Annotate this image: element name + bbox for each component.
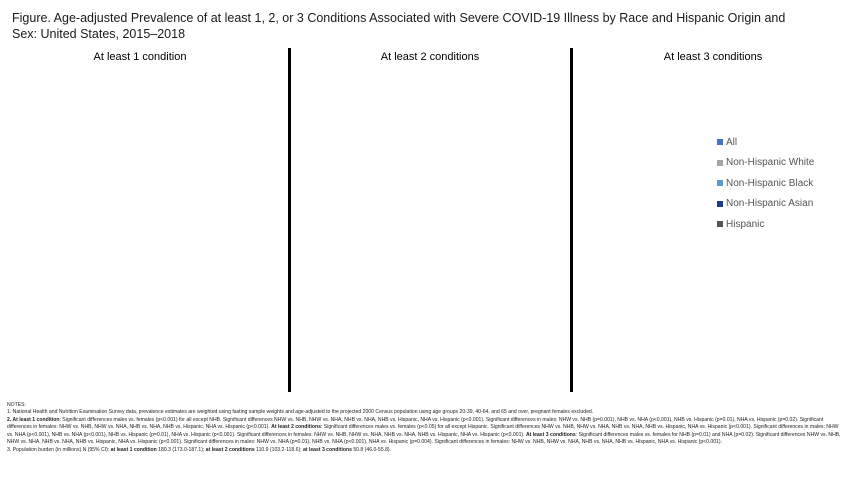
panel-divider-right	[570, 48, 573, 392]
legend-label-non-hispanic-white: Non-Hispanic White	[726, 157, 815, 169]
note-3-text-c: 110.9 (103.2-118.6);	[254, 446, 303, 453]
figure-title: Figure. Age-adjusted Prevalence of at least 1, 2, or 3 Conditions Associated with Severe COVID-19 Illness by Race and Hispanic Origin and Sex: United States, 2015–2018	[12, 11, 786, 41]
legend-item-all	[717, 132, 814, 153]
note-3-text-b: 180.3 (173.0-187.1);	[156, 446, 206, 453]
note-2-text-a: : Significant differences males vs. females (p<0.001) for all except NHB. Significant differences NHW vs. NHB, NHW vs. NHA, NHB vs. NHA, NHB vs. Hispanic, NHA vs. Hispanic (p<0.001). Significant differences in males: NHW vs. NHB (p=0.001), NHB vs. NHA (p<0.001), NHB vs. Hispanic (p=0.01), NHA vs. Hispanic (p=0.02). Significant differences in females: NHW vs. NHB, NHW vs. NHA, NHB vs. NHA, NHB vs. Hispanic, NHA vs. Hispanic (p<0.001).	[7, 416, 824, 431]
legend-label-non-hispanic-black: Non-Hispanic Black	[726, 177, 814, 189]
note-3-lead-b: at least 1 condition	[110, 446, 157, 453]
legend-label-non-hispanic-asian: Non-Hispanic Asian	[726, 198, 814, 210]
legend-item-non-hispanic-black	[717, 173, 814, 194]
notes	[7, 402, 845, 454]
legend-swatch-hispanic	[717, 221, 723, 227]
legend-swatch-all	[717, 139, 723, 145]
note-2-lead-c: At least 3 conditions	[525, 431, 576, 438]
legend-swatch-non-hispanic-white	[717, 160, 723, 166]
panel-title-3: At least 3 conditions	[663, 51, 763, 63]
legend-label-hispanic: Hispanic	[726, 218, 765, 230]
note-1: 1. National Health and Nutrition Examination Survey data, prevalence estimates are weighted using fasting sample weights and age-adjusted to the projected 2000 Census population using age groups 20-39, 40-64, and 65 and over, pregnant females excluded.	[7, 409, 594, 416]
legend-swatch-non-hispanic-asian	[717, 201, 723, 207]
note-2	[7, 417, 845, 447]
note-3-lead-c: at least 2 conditions	[205, 446, 255, 453]
panel-title-2: At least 2 conditions	[380, 51, 480, 63]
note-2-text-c: : Significant differences males vs. females for NHB (p=0.01) and NHA (p=0.02). Significant differences NHW vs. NHB, NHW vs. NHA, NHB vs. NHA, NHB vs. Hispanic, NHA vs. Hispanic (p<0.001). Significant differences in males: NHW vs. NHA (p=0.01), NHB vs. NHA (p<0.001), NHA vs. Hispanic (p=0.004). Significant differences in females: NHW vs. NHB, NHW vs. NHA, NHB vs. NHA, NHB vs. Hispanic, NHA vs. Hispanic (p<0.001).	[7, 431, 841, 446]
note-2-text-b: : Significant differences males vs. females (p<0.05) for all except Hispanic. Significant differences NHW vs. NHB, NHW vs. NHA, NHB vs. NHA, NHB vs. Hispanic, NHA vs. Hispanic (p<0.001). Significant differences in males: NHW vs. NHA (p<0.001), NHB vs. NHA (p<0.001), NHB vs. Hispanic (p=0.01), NHA vs. Hispanic (p<0.001). Significant differences in females: NHW vs. NHB, NHW vs. NHA, NHB vs. NHA, NHB vs. Hispanic, NHA vs. Hispanic (p<0.001).	[7, 424, 839, 438]
note-2-lead-b: At least 2 conditions	[271, 424, 321, 431]
legend-swatch-non-hispanic-black	[717, 180, 723, 186]
legend-item-hispanic	[717, 214, 814, 235]
panel-divider-left	[288, 48, 291, 392]
note-3-lead-d: at least 3 conditions	[302, 446, 352, 453]
note-3-text-d: 50.8 (46.0-55.8).	[351, 446, 392, 453]
note-2-lead: 2. At least 1 condition	[7, 416, 60, 423]
legend-item-non-hispanic-asian	[717, 194, 814, 215]
legend	[717, 132, 814, 235]
notes-heading: NOTES:	[7, 402, 26, 408]
legend-label-all: All	[726, 136, 738, 148]
note-3-text-a: 3. Population burden (in millions) N (95% CI):	[7, 446, 111, 453]
panel-title-1: At least 1 condition	[93, 51, 187, 63]
note-3	[7, 447, 845, 454]
legend-item-non-hispanic-white	[717, 153, 814, 174]
